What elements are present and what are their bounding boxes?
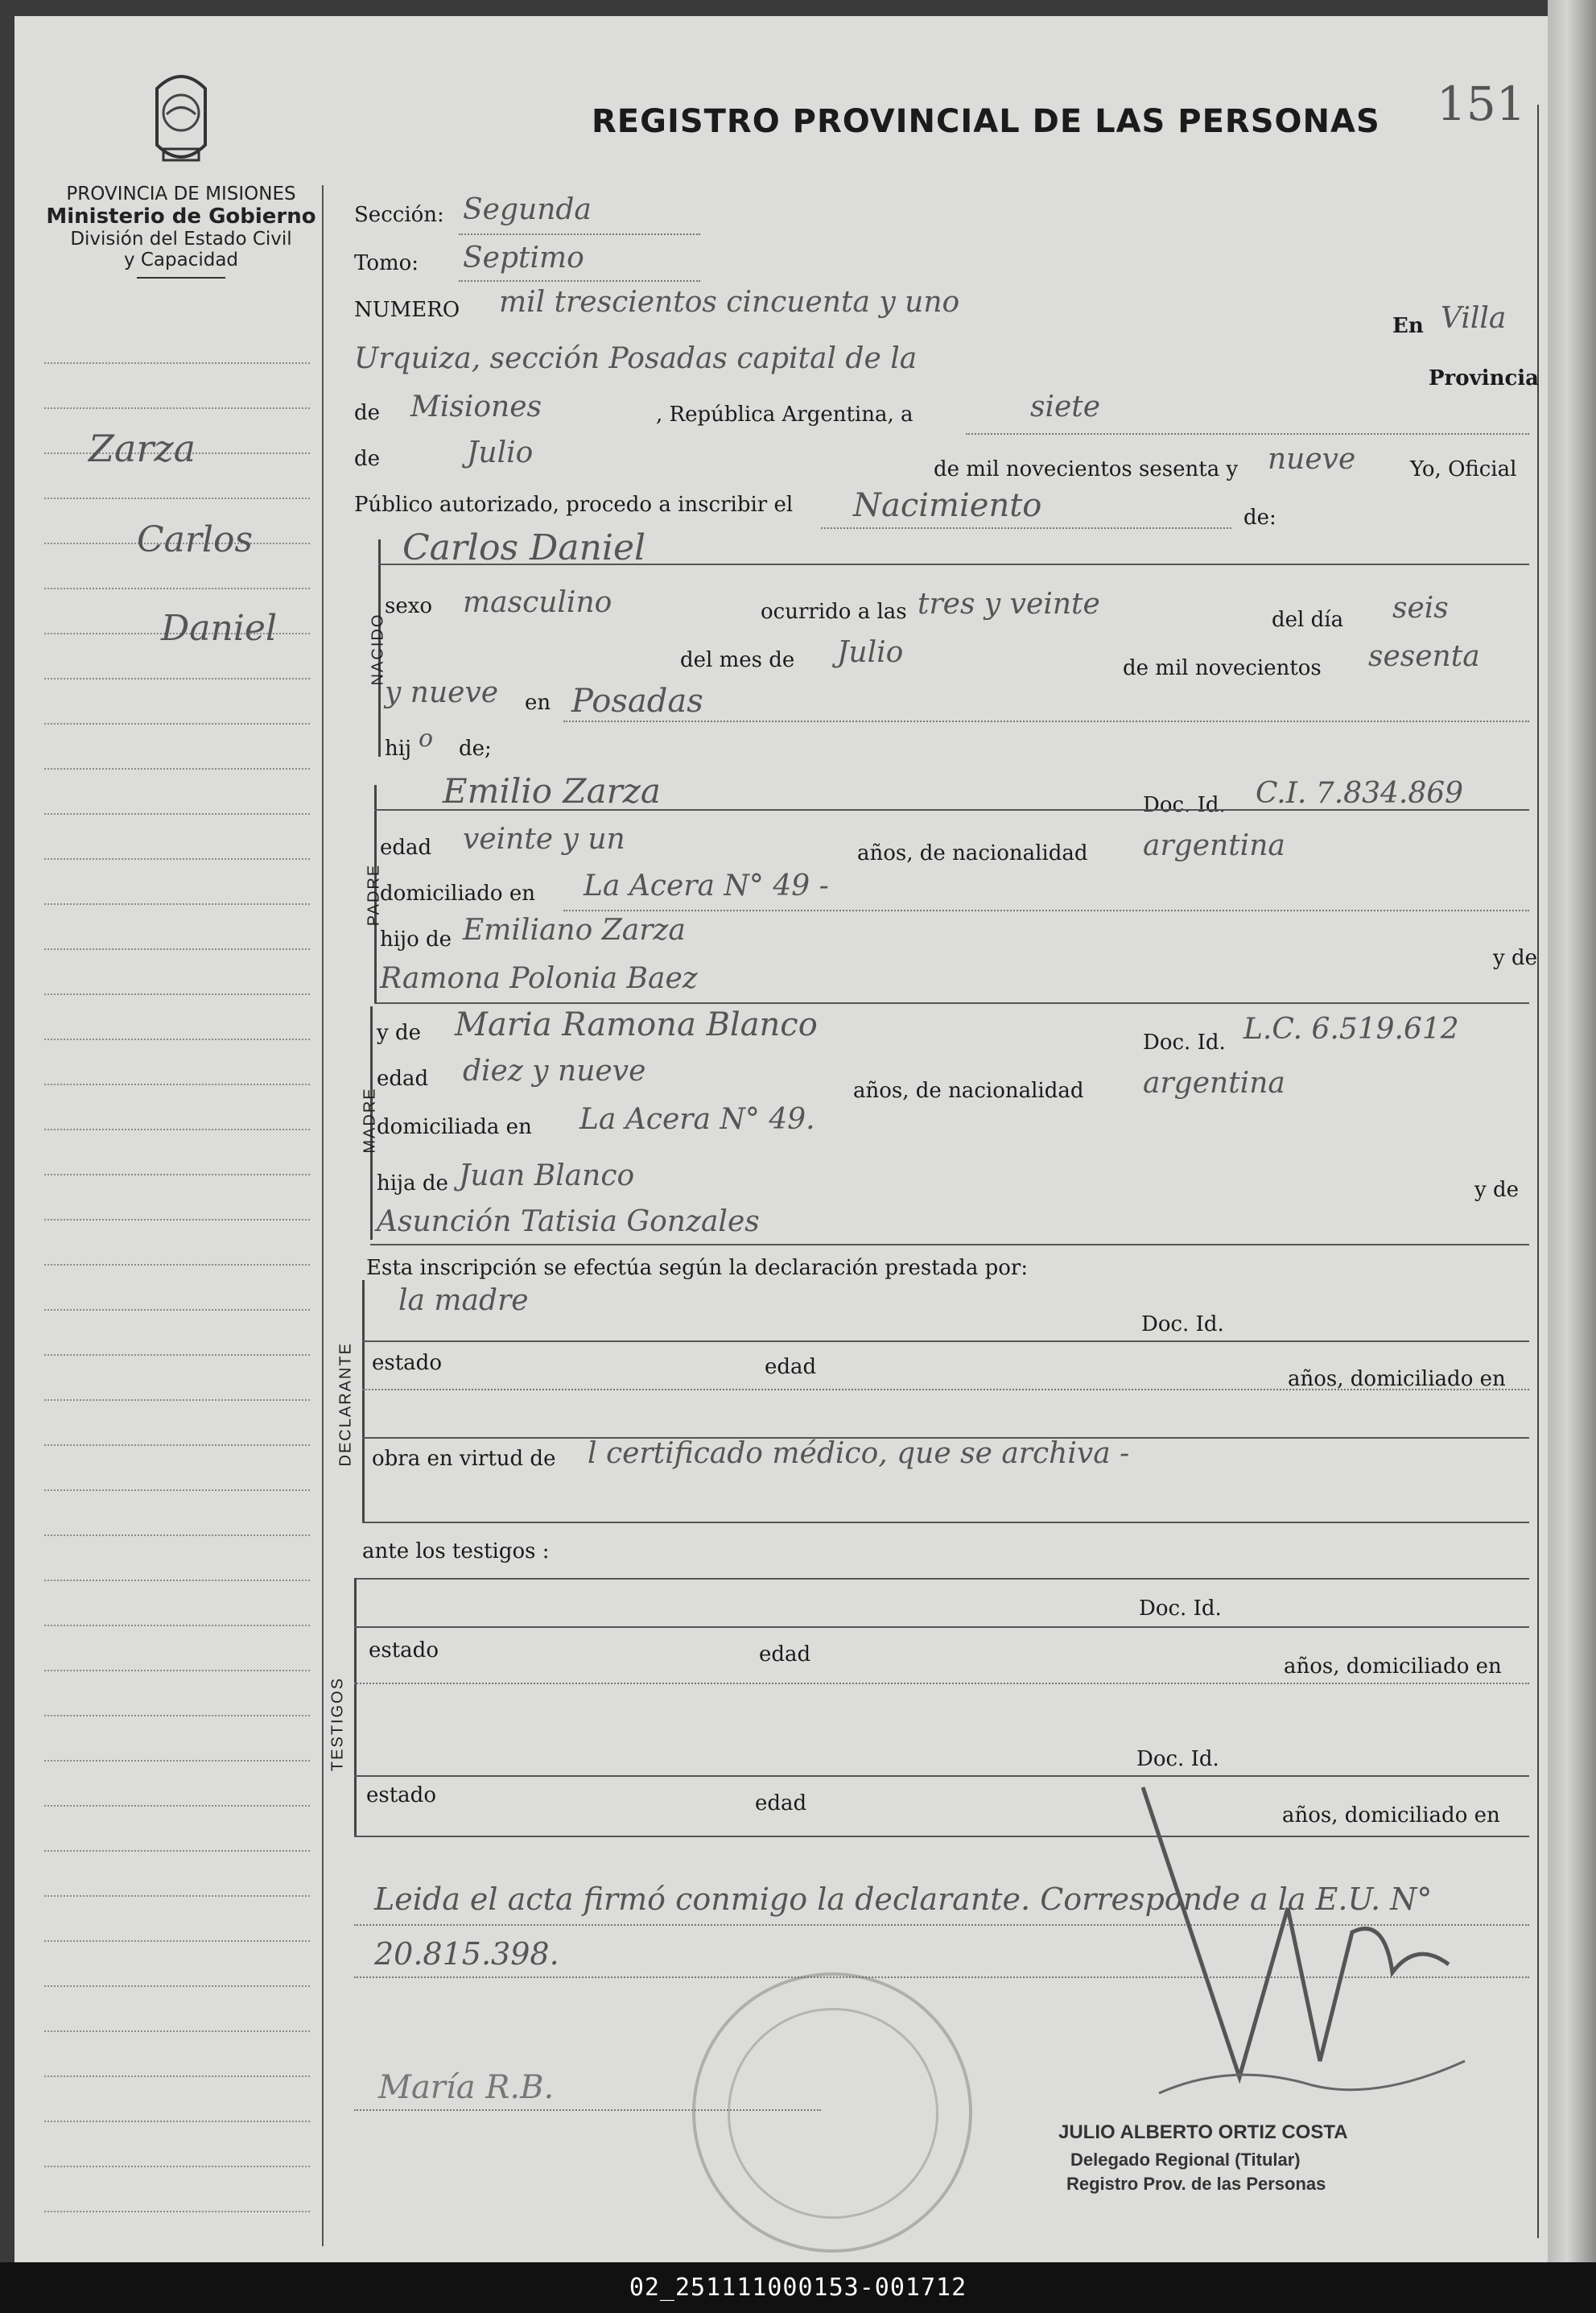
dia-value: siete (1030, 390, 1101, 423)
margin-ruled-line (44, 858, 310, 860)
declarante-doc-label: Doc. Id. (1141, 1312, 1224, 1336)
declarante-nombre: la madre (398, 1284, 529, 1317)
nacido-section-label: NACIDO (369, 613, 387, 686)
madre-y-de-label: y de (377, 1021, 421, 1045)
margin-ruled-line (44, 2166, 310, 2167)
margin-ruled-line (44, 2211, 310, 2212)
margin-ruled-line (44, 768, 310, 770)
de2-label: de (354, 447, 381, 471)
margin-ruled-line (44, 1354, 310, 1356)
margin-ruled-line (44, 993, 310, 995)
dia-nacido-value: seis (1392, 592, 1449, 625)
nacido-nombre: Carlos Daniel (402, 527, 646, 568)
padre-doc-value: C.I. 7.834.869 (1256, 777, 1464, 810)
ocurrido-label: ocurrido a las (761, 600, 907, 624)
padre-dom-value: La Acera N° 49 - (584, 869, 829, 902)
tomo-label: Tomo: (354, 251, 419, 275)
acto-line (821, 527, 1231, 529)
official-seal-stamp (692, 1972, 972, 2253)
margin-ruled-line (44, 1219, 310, 1221)
republica-label: , República Argentina, a (656, 403, 913, 427)
margin-ruled-line (44, 498, 310, 499)
declaracion-text: Esta inscripción se efectúa según la declaración prestada por: (366, 1256, 1029, 1280)
testigo1-edad-label: edad (759, 1642, 811, 1667)
testigo1-anios-label: años, domiciliado en (1284, 1654, 1502, 1679)
del-dia-label: del día (1272, 608, 1344, 632)
padre-section-label: PADRE (365, 863, 383, 927)
hijo-label: hij (385, 737, 412, 761)
margin-ruled-line (44, 1895, 310, 1897)
declarante-estado-label: estado (372, 1351, 442, 1375)
padre-edad-value: veinte y un (463, 823, 625, 856)
hora-value: tres y veinte (918, 588, 1100, 621)
hijo-de-label: de; (459, 737, 492, 761)
margin-name2: Daniel (161, 608, 278, 649)
margin-ruled-line (44, 1534, 310, 1536)
padre-doc-label: Doc. Id. (1143, 793, 1226, 817)
de-label: de (354, 401, 381, 425)
numero-label: NUMERO (354, 298, 460, 322)
office-divider (137, 277, 225, 279)
margin-ruled-line (44, 948, 310, 950)
madre-edad-label: edad (377, 1067, 429, 1091)
seccion-label: Sección: (354, 203, 444, 227)
padre-hijo-de-label: hijo de (380, 927, 452, 952)
margin-ruled-line (44, 588, 310, 589)
margin-name1: Carlos (137, 519, 254, 560)
closing-text: Leida el acta firmó conmigo la declarante. Corresponde a la E.U. N° 20.815.398. (374, 1881, 1433, 1972)
margin-ruled-line (44, 1174, 310, 1175)
margin-ruled-line (44, 1580, 310, 1581)
margin-divider (322, 185, 324, 2246)
madre-section-label: MADRE (361, 1087, 379, 1154)
anio-value2: y nueve (385, 676, 499, 709)
padre-dom-label: domiciliado en (380, 882, 535, 906)
testigo1-estado-label: estado (369, 1638, 439, 1662)
book-edge (1548, 0, 1596, 2262)
lugar-value: Posadas (571, 683, 703, 720)
sexo-label: sexo (385, 594, 433, 618)
dia-line (966, 433, 1529, 435)
padre-bottom-line (374, 1002, 1529, 1004)
margin-ruled-line (44, 1399, 310, 1401)
testigo2-edad-label: edad (755, 1791, 807, 1815)
obra-value: l certificado médico, que se archiva - (588, 1437, 1130, 1470)
margin-ruled-line (44, 1805, 310, 1807)
padre-edad-label: edad (380, 836, 432, 860)
madre-doc-value: L.C. 6.519.612 (1243, 1013, 1459, 1046)
office-capacity: y Capacidad (123, 250, 239, 271)
tomo-line (459, 280, 700, 282)
padre-padre-nombre: Emiliano Zarza (463, 914, 686, 947)
testigo1-domicilio-line (354, 1683, 1529, 1684)
madre-padre-nombre: Juan Blanco (459, 1159, 635, 1192)
page-number: 151 (1437, 76, 1526, 131)
padre-nac-value: argentina (1143, 829, 1285, 862)
padre-top-line (374, 809, 1529, 811)
declarante-edad-label: edad (765, 1355, 817, 1379)
year-value: nueve (1268, 443, 1356, 476)
margin-ruled-line (44, 1129, 310, 1130)
testigo2-doc-label: Doc. Id. (1136, 1747, 1219, 1771)
testigo2-anios-label: años, domiciliado en (1282, 1803, 1500, 1828)
madre-edad-value: diez y nueve (463, 1055, 646, 1088)
numero-value: mil trescientos cincuenta y uno (499, 286, 960, 319)
margin-ruled-line (44, 678, 310, 679)
provincial-crest-icon (141, 64, 221, 173)
padre-y-de-label: y de (1493, 946, 1537, 970)
seccion-value: Segunda (463, 193, 592, 226)
obra-label: obra en virtud de (372, 1447, 556, 1471)
margin-ruled-line (44, 1850, 310, 1852)
padre-nac-label: años, de nacionalidad (857, 841, 1088, 865)
footer-id: 02_251111000153-001712 (629, 2274, 967, 2302)
margin-ruled-line (44, 1670, 310, 1671)
en-label: En (1392, 314, 1424, 338)
anio-value: sesenta (1368, 640, 1480, 673)
office-province: PROVINCIA DE MISIONES (66, 184, 296, 204)
mes-value: Julio (467, 436, 534, 469)
de3-label: de: (1243, 506, 1276, 530)
margin-ruled-line (44, 1760, 310, 1762)
acto-value: Nacimiento (853, 487, 1042, 524)
office-ministry: Ministerio de Gobierno (46, 204, 316, 229)
madre-madre-nombre: Asunción Tatisia Gonzales (377, 1205, 760, 1238)
madre-dom-label: domiciliada en (377, 1115, 532, 1139)
margin-ruled-line (44, 1444, 310, 1446)
margin-ruled-line (44, 2030, 310, 2032)
testigos-intro: ante los testigos : (362, 1539, 550, 1563)
margin-surname: Zarza (89, 427, 196, 470)
margin-ruled-line (44, 813, 310, 815)
signature-name: JULIO ALBERTO ORTIZ COSTA (1058, 2121, 1348, 2143)
seccion-line (459, 233, 700, 235)
margin-ruled-line (44, 1715, 310, 1716)
margin-ruled-line (44, 1985, 310, 1987)
en-value: Villa (1441, 302, 1507, 335)
margin-ruled-line (44, 723, 310, 725)
madre-nombre: Maria Ramona Blanco (455, 1006, 818, 1043)
signature-title2: Registro Prov. de las Personas (1066, 2174, 1326, 2194)
oficial-label: Yo, Oficial (1410, 457, 1517, 481)
signature-title1: Delegado Regional (Titular) (1070, 2150, 1301, 2170)
testigo1-doc-label: Doc. Id. (1139, 1596, 1222, 1621)
provincia-value: Misiones (410, 390, 542, 423)
hijo-suffix: o (419, 725, 434, 753)
madre-doc-label: Doc. Id. (1143, 1031, 1226, 1055)
mil-label: de mil novecientos (1123, 656, 1322, 680)
declarante-anios-label: años, domiciliado en (1288, 1367, 1506, 1391)
office-block (40, 184, 322, 279)
margin-ruled-line (44, 1309, 310, 1311)
madre-hija-de-label: hija de (377, 1171, 448, 1196)
declarante-section-label: DECLARANTE (336, 1342, 355, 1467)
madre-y-de2-label: y de (1474, 1178, 1519, 1202)
office-division: División del Estado Civil (70, 229, 292, 250)
del-mes-label: del mes de (680, 648, 795, 672)
padre-madre-nombre: Ramona Polonia Baez (380, 962, 698, 995)
margin-ruled-line (44, 1940, 310, 1942)
testigos-top-line (354, 1578, 1529, 1580)
publico-label: Público autorizado, procedo a inscribir el (354, 493, 794, 517)
margin-ruled-line (44, 407, 310, 409)
margin-ruled-line (44, 903, 310, 905)
margin-ruled-line (44, 1264, 310, 1266)
margin-ruled-line (44, 2121, 310, 2122)
signature-mark (1111, 1771, 1473, 2109)
margin-ruled-line (44, 1039, 310, 1040)
provincia-label: Provincia (1429, 366, 1540, 390)
declarante-top-line (362, 1340, 1529, 1342)
margin-ruled-line (44, 1084, 310, 1085)
margin-ruled-line (44, 1625, 310, 1626)
madre-nac-value: argentina (1143, 1067, 1285, 1100)
mes-nacido-value: Julio (837, 636, 904, 669)
margin-ruled-line (44, 1489, 310, 1491)
testigos-section-label: TESTIGOS (328, 1676, 347, 1772)
year-label: de mil novecientos sesenta y (934, 457, 1239, 481)
declarante-domicilio-line (362, 1389, 1529, 1390)
page-title: REGISTRO PROVINCIAL DE LAS PERSONAS (592, 103, 1380, 140)
en-nacido-label: en (525, 691, 551, 715)
madre-nac-label: años, de nacionalidad (853, 1079, 1084, 1103)
right-border (1537, 105, 1539, 2238)
declarante-bracket (362, 1280, 365, 1522)
madre-dom-value: La Acera N° 49. (579, 1103, 815, 1136)
location-value: Urquiza, sección Posadas capital de la (354, 342, 918, 375)
margin-ruled-line (44, 2076, 310, 2077)
padre-nombre: Emilio Zarza (443, 771, 661, 811)
testigos-bracket (354, 1578, 357, 1836)
testigo1-line (354, 1626, 1529, 1628)
sexo-value: masculino (463, 586, 612, 619)
testigo2-estado-label: estado (366, 1783, 436, 1807)
margin-ruled-line (44, 362, 310, 364)
madre-bottom-line (370, 1244, 1529, 1245)
lugar-line (563, 721, 1529, 722)
tomo-value: Septimo (463, 242, 584, 275)
declarante-bottom-line (362, 1522, 1529, 1523)
closing-initials: María R.B. (378, 2069, 555, 2106)
padre-dom-line (563, 910, 1529, 911)
footer-bar (0, 2262, 1596, 2313)
